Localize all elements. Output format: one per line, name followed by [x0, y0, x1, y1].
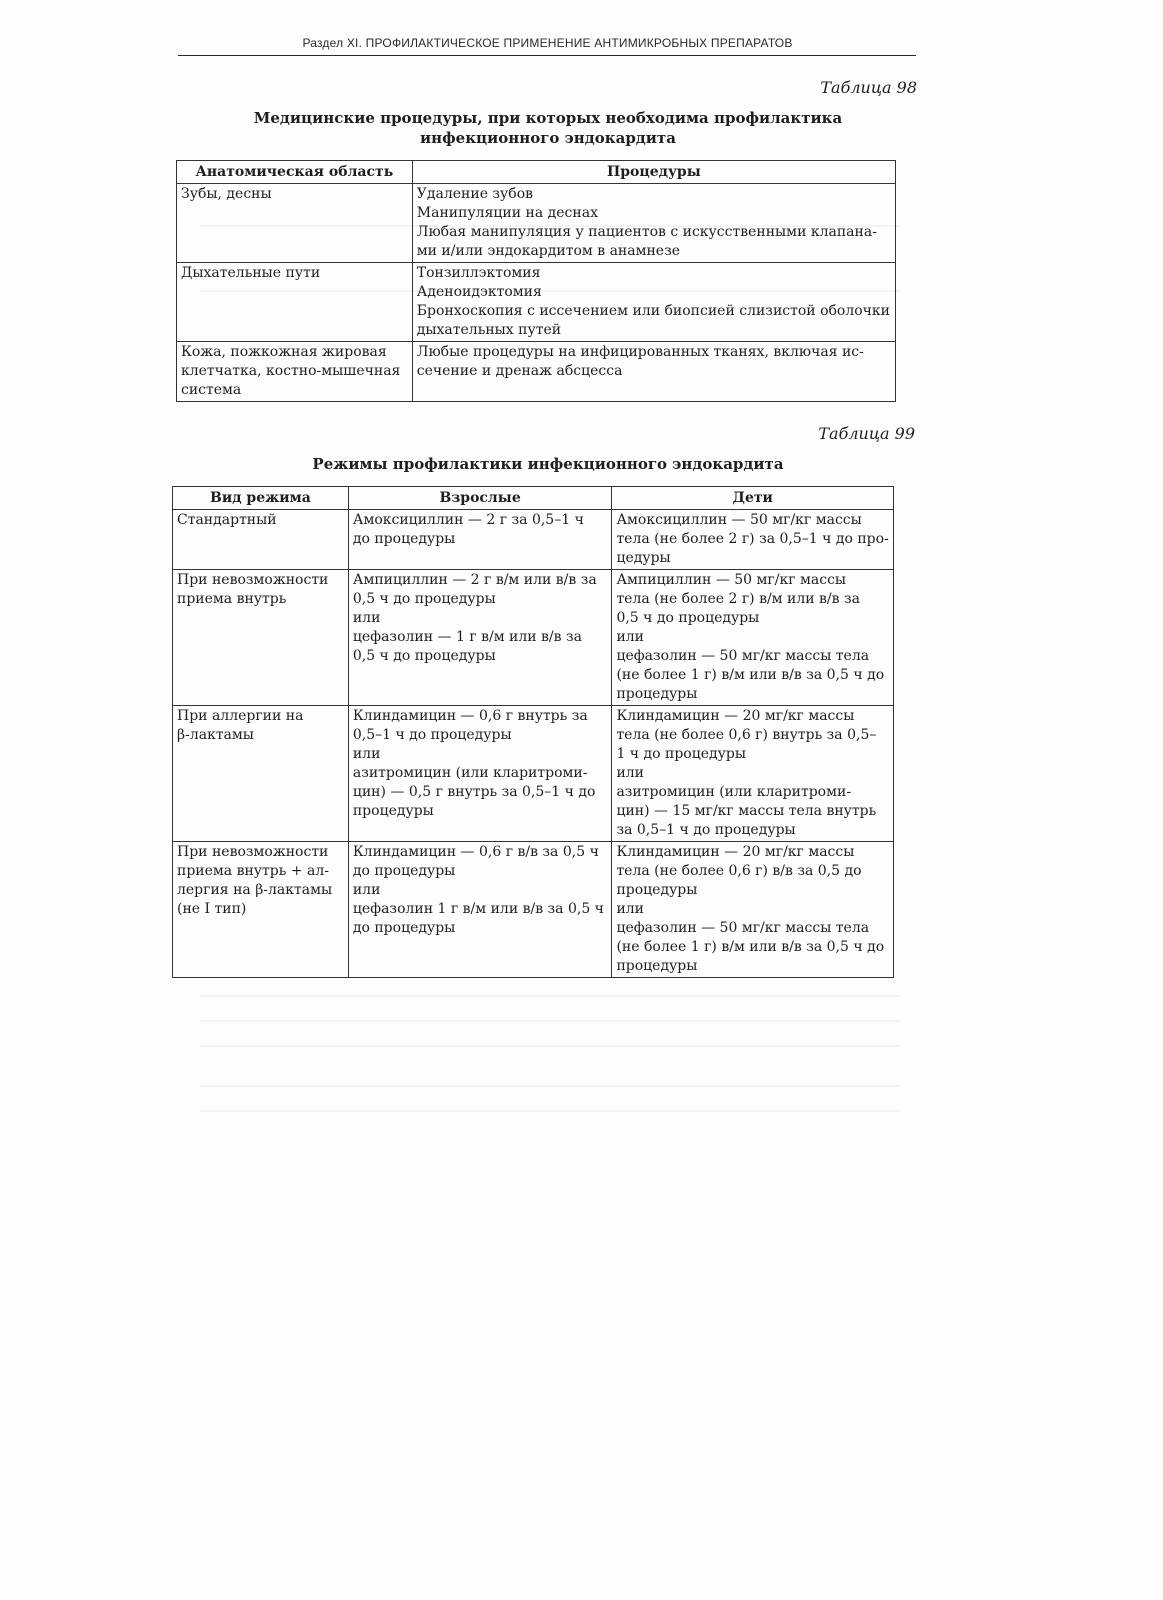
cell-line: до процедуры	[352, 920, 456, 936]
table-cell	[173, 570, 349, 706]
table-cell	[177, 342, 413, 402]
cell-line: тела (не более 2 г) в/м или в/в за	[616, 591, 860, 607]
table-cell	[412, 342, 895, 402]
cell-line: При невозможности	[177, 844, 329, 860]
cell-line: Кожа, пожкожная жировая	[181, 344, 387, 360]
cell-line: цин) — 0,5 г внутрь за 0,5–1 ч до	[352, 784, 596, 800]
cell-line: ми и/или эндокардитом в анамнезе	[416, 243, 681, 259]
cell-line: лергия на β-лактамы	[177, 882, 333, 898]
cell-line: Амоксициллин — 50 мг/кг массы	[616, 512, 862, 528]
table-cell	[348, 706, 612, 842]
cell-line: Клиндамицин — 0,6 г внутрь за	[352, 708, 588, 724]
show-through-line	[200, 1045, 900, 1047]
table-cell	[348, 570, 612, 706]
cell-line: Зубы, десны	[181, 186, 272, 202]
cell-line: 0,5 ч до процедуры	[352, 648, 496, 664]
table-row	[177, 184, 896, 263]
cell-line: или	[352, 610, 381, 626]
table-cell	[412, 184, 895, 263]
table-cell	[612, 706, 894, 842]
cell-line: 0,5–1 ч до процедуры	[352, 727, 512, 743]
cell-line: 0,5 ч до процедуры	[352, 591, 496, 607]
table-cell	[612, 842, 894, 978]
cell-line: или	[616, 901, 644, 917]
table-header-row	[173, 487, 894, 510]
table-cell	[348, 842, 612, 978]
cell-line: Манипуляции на деснах	[416, 205, 598, 221]
cell-line: или	[616, 629, 644, 645]
cell-line: цин) — 15 мг/кг массы тела внутрь	[616, 803, 877, 819]
table-98-title	[178, 108, 918, 148]
cell-line: (не более 1 г) в/м или в/в за 0,5 ч до	[616, 667, 885, 683]
column-header: Дети	[612, 487, 894, 510]
show-through-line	[200, 1085, 900, 1087]
cell-line: процедуры	[616, 882, 698, 898]
cell-line: цефазолин 1 г в/м или в/в за 0,5 ч	[352, 901, 604, 917]
cell-line: Стандартный	[177, 512, 277, 528]
table-row	[173, 570, 894, 706]
cell-line: (не более 1 г) в/м или в/в за 0,5 ч до	[616, 939, 885, 955]
column-header: Взрослые	[348, 487, 612, 510]
cell-line: или	[352, 746, 381, 762]
cell-line: тела (не более 2 г) за 0,5–1 ч до про-	[616, 531, 889, 547]
cell-line: процедуры	[616, 686, 698, 702]
table-99-title: Режимы профилактики инфекционного эндокардита	[312, 455, 784, 473]
table-cell	[177, 184, 413, 263]
cell-line: цефазолин — 50 мг/кг массы тела	[616, 920, 870, 936]
cell-line: При аллергии на	[177, 708, 304, 724]
cell-line: приема внутрь	[177, 591, 287, 607]
table-cell	[173, 706, 349, 842]
table-cell	[412, 263, 895, 342]
cell-line: (не I тип)	[177, 901, 247, 917]
cell-line: или	[616, 765, 644, 781]
show-through-line	[200, 995, 900, 997]
cell-line: азитромицин (или кларитроми-	[616, 784, 852, 800]
cell-line: система	[181, 382, 242, 398]
cell-line: Клиндамицин — 0,6 г в/в за 0,5 ч	[352, 844, 599, 860]
cell-line: до процедуры	[352, 531, 456, 547]
cell-line: Любая манипуляция у пациентов с искусственными клапана-	[416, 224, 877, 240]
table-98	[176, 160, 896, 402]
table-cell	[173, 842, 349, 978]
cell-line: 0,5 ч до процедуры	[616, 610, 760, 626]
table-98-title-line: Медицинские процедуры, при которых необходима профилактика	[253, 109, 843, 127]
cell-line: процедуры	[616, 958, 698, 974]
cell-line: тела (не более 0,6 г) в/в за 0,5 до	[616, 863, 862, 879]
table-row	[173, 510, 894, 570]
table-98-number: Таблица 98	[820, 78, 917, 97]
table-header-row	[177, 161, 896, 184]
cell-line: Амоксициллин — 2 г за 0,5–1 ч	[352, 512, 584, 528]
cell-line: цедуры	[616, 550, 671, 566]
cell-line: Аденоидэктомия	[416, 284, 542, 300]
cell-line: Клиндамицин — 20 мг/кг массы	[616, 844, 855, 860]
cell-line: тела (не более 0,6 г) внутрь за 0,5–	[616, 727, 877, 743]
table-98-title-line: инфекционного эндокардита	[420, 129, 676, 147]
column-header: Процедуры	[412, 161, 895, 184]
cell-line: 1 ч до процедуры	[616, 746, 746, 762]
cell-line: за 0,5–1 ч до процедуры	[616, 822, 796, 838]
table-row	[173, 842, 894, 978]
cell-line: цефазолин — 50 мг/кг массы тела	[616, 648, 870, 664]
cell-line: азитромицин (или кларитроми-	[352, 765, 588, 781]
cell-line: дыхательных путей	[416, 322, 562, 338]
cell-line: Бронхоскопия с иссечением или биопсией слизистой оболочки	[416, 303, 891, 319]
cell-line: сечение и дренаж абсцесса	[416, 363, 623, 379]
cell-line: Любые процедуры на инфицированных тканях, включая ис-	[416, 344, 864, 360]
cell-line: Ампициллин — 2 г в/м или в/в за	[352, 572, 597, 588]
table-row	[177, 263, 896, 342]
cell-line: Клиндамицин — 20 мг/кг массы	[616, 708, 855, 724]
cell-line: или	[352, 882, 381, 898]
table-99-number: Таблица 99	[818, 424, 915, 443]
cell-line: клетчатка, костно-мышечная	[181, 363, 401, 379]
header-rule	[178, 55, 916, 56]
running-header: Раздел XI. ПРОФИЛАКТИЧЕСКОЕ ПРИМЕНЕНИЕ АНТИМИКРОБНЫХ ПРЕПАРАТОВ	[302, 36, 793, 50]
table-row	[173, 706, 894, 842]
cell-line: Удаление зубов	[416, 186, 534, 202]
cell-line: При невозможности	[177, 572, 329, 588]
table-cell	[173, 510, 349, 570]
table-cell	[348, 510, 612, 570]
table-99	[172, 486, 894, 978]
column-header: Анатомическая область	[177, 161, 413, 184]
cell-line: β-лактамы	[177, 727, 254, 743]
cell-line: Дыхательные пути	[181, 265, 321, 281]
cell-line: Ампициллин — 50 мг/кг массы	[616, 572, 847, 588]
cell-line: до процедуры	[352, 863, 456, 879]
table-cell	[177, 263, 413, 342]
cell-line: процедуры	[352, 803, 434, 819]
table-row	[177, 342, 896, 402]
table-cell	[612, 510, 894, 570]
show-through-line	[200, 1020, 900, 1022]
column-header: Вид режима	[173, 487, 349, 510]
table-cell	[612, 570, 894, 706]
cell-line: приема внутрь + ал-	[177, 863, 329, 879]
show-through-line	[200, 1110, 900, 1112]
cell-line: Тонзиллэктомия	[416, 265, 541, 281]
cell-line: цефазолин — 1 г в/м или в/в за	[352, 629, 582, 645]
